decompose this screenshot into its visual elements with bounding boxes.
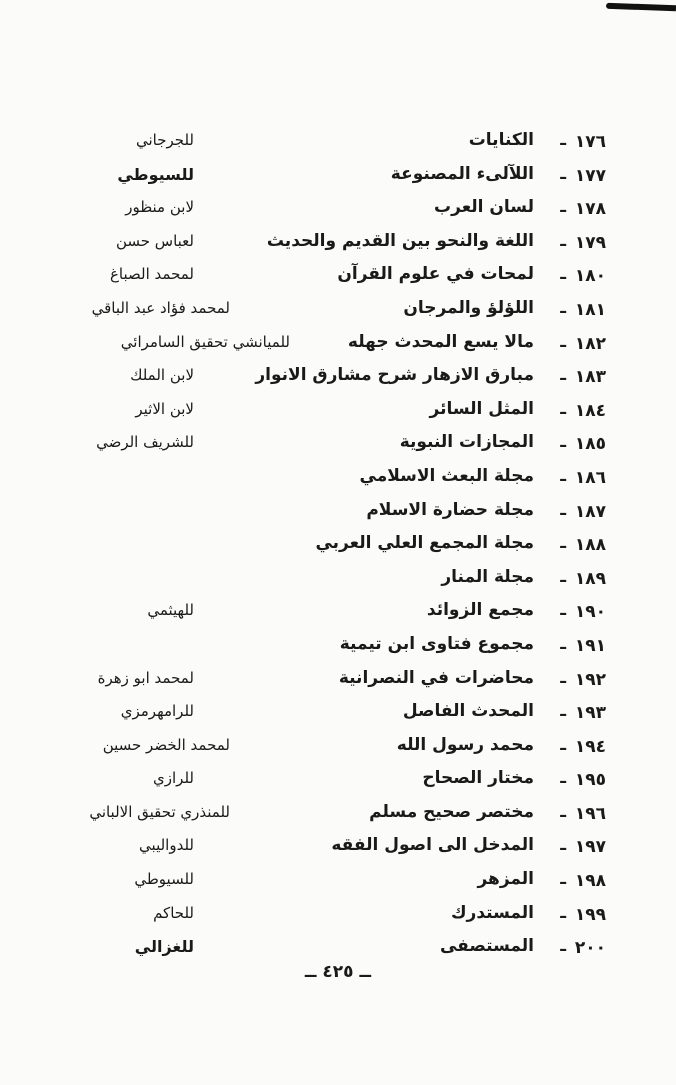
entry-title: محاضرات في النصرانية xyxy=(338,667,534,688)
entry-author: لمحمد فؤاد عبد الباقي xyxy=(91,298,230,317)
bibliography-entry xyxy=(0,563,676,597)
entry-number: ١٩٧ xyxy=(574,837,606,858)
entry-author: للغزالي xyxy=(134,937,194,957)
bibliography-entry xyxy=(0,260,676,294)
entry-dash: ـ xyxy=(560,768,566,789)
entry-dash: ـ xyxy=(560,734,566,755)
bibliography-entry xyxy=(0,865,676,899)
entry-author: للجرجاني xyxy=(135,131,194,149)
entry-title: محمد رسول الله xyxy=(396,734,534,755)
entry-author: للهيثمي xyxy=(147,601,194,620)
entry-title: اللؤلؤ والمرجان xyxy=(403,297,534,318)
entry-author: للرازي xyxy=(153,769,194,788)
entry-number: ١٨٠ xyxy=(574,266,606,287)
entry-number: ١٨٥ xyxy=(574,434,606,455)
entry-title: لسان العرب xyxy=(434,197,534,218)
bibliography-entry xyxy=(0,227,676,261)
entry-title: المستدرك xyxy=(450,902,534,923)
bibliography-entry xyxy=(0,932,676,966)
bibliography-entry xyxy=(0,764,676,798)
entry-author: لابن منظور xyxy=(125,198,194,217)
entry-number: ١٧٦ xyxy=(574,132,606,152)
entry-title: مجموع فتاوى ابن تيمية xyxy=(339,633,534,654)
bibliography-entry xyxy=(0,496,676,530)
entry-author: للدواليبي xyxy=(139,836,194,855)
entry-title: المجازات النبوية xyxy=(399,432,534,453)
entry-number: ١٧٧ xyxy=(574,165,606,186)
entry-dash: ـ xyxy=(560,230,566,251)
entry-dash: ـ xyxy=(560,869,566,890)
entry-title: اللغة والنحو بين القديم والحديث xyxy=(266,230,534,251)
entry-dash: ـ xyxy=(560,499,566,520)
bibliography-entry xyxy=(0,899,676,933)
entry-author: لمحمد الخضر حسين xyxy=(102,735,230,754)
entry-title: المثل السائر xyxy=(429,398,534,419)
entry-dash: ـ xyxy=(560,936,566,957)
entry-dash: ـ xyxy=(560,533,566,554)
entry-author: للرامهرمزي xyxy=(120,702,194,721)
entry-title: الكنايات xyxy=(468,130,534,150)
entry-number: ١٩٠ xyxy=(574,602,606,623)
entry-title: لمحات في علوم القرآن xyxy=(337,264,534,285)
bibliography-entry xyxy=(0,697,676,731)
bibliography-entry xyxy=(0,664,676,698)
entry-dash: ـ xyxy=(560,902,566,923)
entry-number: ١٨٩ xyxy=(574,568,606,589)
bibliography-entry xyxy=(0,160,676,194)
bibliography-entry xyxy=(0,126,676,160)
entry-dash: ـ xyxy=(560,398,566,419)
entry-title: مبارق الازهار شرح مشارق الانوار xyxy=(255,365,534,386)
entry-number: ٢٠٠ xyxy=(574,938,606,959)
bibliography-entry xyxy=(0,529,676,563)
entry-dash: ـ xyxy=(560,197,566,218)
entry-number: ١٧٨ xyxy=(574,199,606,220)
entry-number: ١٨٨ xyxy=(574,535,606,556)
entry-title: المحدث الفاصل xyxy=(402,701,534,722)
entry-author: للميانشي تحقيق السامرائي xyxy=(120,332,290,351)
bibliography-entry xyxy=(0,193,676,227)
entry-dash: ـ xyxy=(560,297,566,318)
entry-dash: ـ xyxy=(560,801,566,822)
scan-corner-mark xyxy=(606,3,676,11)
entry-number: ١٨٦ xyxy=(574,467,606,488)
entry-number: ١٩٩ xyxy=(574,904,606,925)
entry-dash: ـ xyxy=(560,667,566,688)
bibliography-entry xyxy=(0,294,676,328)
bibliography-list xyxy=(0,126,676,966)
entry-dash: ـ xyxy=(560,331,566,352)
entry-number: ١٨٢ xyxy=(574,333,606,354)
entry-dash: ـ xyxy=(560,432,566,453)
entry-number: ١٩١ xyxy=(574,635,606,656)
bibliography-entry xyxy=(0,731,676,765)
entry-author: لمحمد ابو زهرة xyxy=(97,668,194,687)
entry-title: مجلة المجمع العلي العربي xyxy=(315,533,534,554)
entry-author: لعباس حسن xyxy=(115,231,194,250)
bibliography-entry xyxy=(0,361,676,395)
entry-dash: ـ xyxy=(560,465,566,486)
entry-dash: ـ xyxy=(560,701,566,722)
entry-title: مختار الصحاح xyxy=(422,768,534,789)
bibliography-entry xyxy=(0,395,676,429)
entry-dash: ـ xyxy=(560,163,566,184)
entry-author: لابن الاثير xyxy=(135,399,194,418)
entry-number: ١٨٣ xyxy=(574,367,606,388)
entry-author: للمنذري تحقيق الالباني xyxy=(89,802,230,821)
entry-author: لمحمد الصباغ xyxy=(109,265,194,284)
entry-dash: ـ xyxy=(560,633,566,654)
bibliography-entry xyxy=(0,428,676,462)
entry-title: مجلة حضارة الاسلام xyxy=(366,499,534,520)
entry-number: ١٩٨ xyxy=(574,871,606,892)
entry-number: ١٩٤ xyxy=(574,736,606,757)
bibliography-entry xyxy=(0,798,676,832)
entry-title: مالا يسع المحدث جهله xyxy=(347,331,534,352)
entry-dash: ـ xyxy=(560,600,566,621)
entry-title: مجلة المنار xyxy=(441,566,534,587)
entry-number: ١٨٤ xyxy=(574,400,606,421)
entry-title: مجلة البعث الاسلامي xyxy=(359,465,534,486)
entry-dash: ـ xyxy=(560,130,566,150)
entry-dash: ـ xyxy=(560,264,566,285)
entry-title: المستصفى xyxy=(439,936,534,957)
entry-number: ١٨٧ xyxy=(574,501,606,522)
entry-author: للسيوطي xyxy=(134,870,194,889)
entry-title: المزهر xyxy=(477,869,534,890)
bibliography-entry xyxy=(0,328,676,362)
entry-number: ١٧٩ xyxy=(574,232,606,253)
entry-number: ١٩٣ xyxy=(574,703,606,724)
entry-title: اللآلىء المصنوعة xyxy=(390,163,534,184)
entry-dash: ـ xyxy=(560,835,566,856)
page-number: ــ ٤٢٥ ــ xyxy=(304,962,372,982)
entry-author: للسيوطي xyxy=(117,164,194,184)
entry-dash: ـ xyxy=(560,365,566,386)
entry-number: ١٩٥ xyxy=(574,770,606,791)
entry-title: المدخل الى اصول الفقه xyxy=(331,835,534,856)
entry-author: للشريف الرضي xyxy=(96,433,194,452)
bibliography-entry xyxy=(0,831,676,865)
entry-title: مختصر صحيح مسلم xyxy=(369,801,534,822)
bibliography-entry xyxy=(0,462,676,496)
entry-dash: ـ xyxy=(560,566,566,587)
bibliography-entry xyxy=(0,596,676,630)
entry-author: لابن الملك xyxy=(130,366,194,385)
entry-number: ١٩٦ xyxy=(574,803,606,824)
entry-number: ١٩٢ xyxy=(574,669,606,690)
entry-number: ١٨١ xyxy=(574,299,606,320)
bibliography-entry xyxy=(0,630,676,664)
entry-title: مجمع الزوائد xyxy=(426,600,534,621)
entry-author: للحاكم xyxy=(153,903,194,922)
